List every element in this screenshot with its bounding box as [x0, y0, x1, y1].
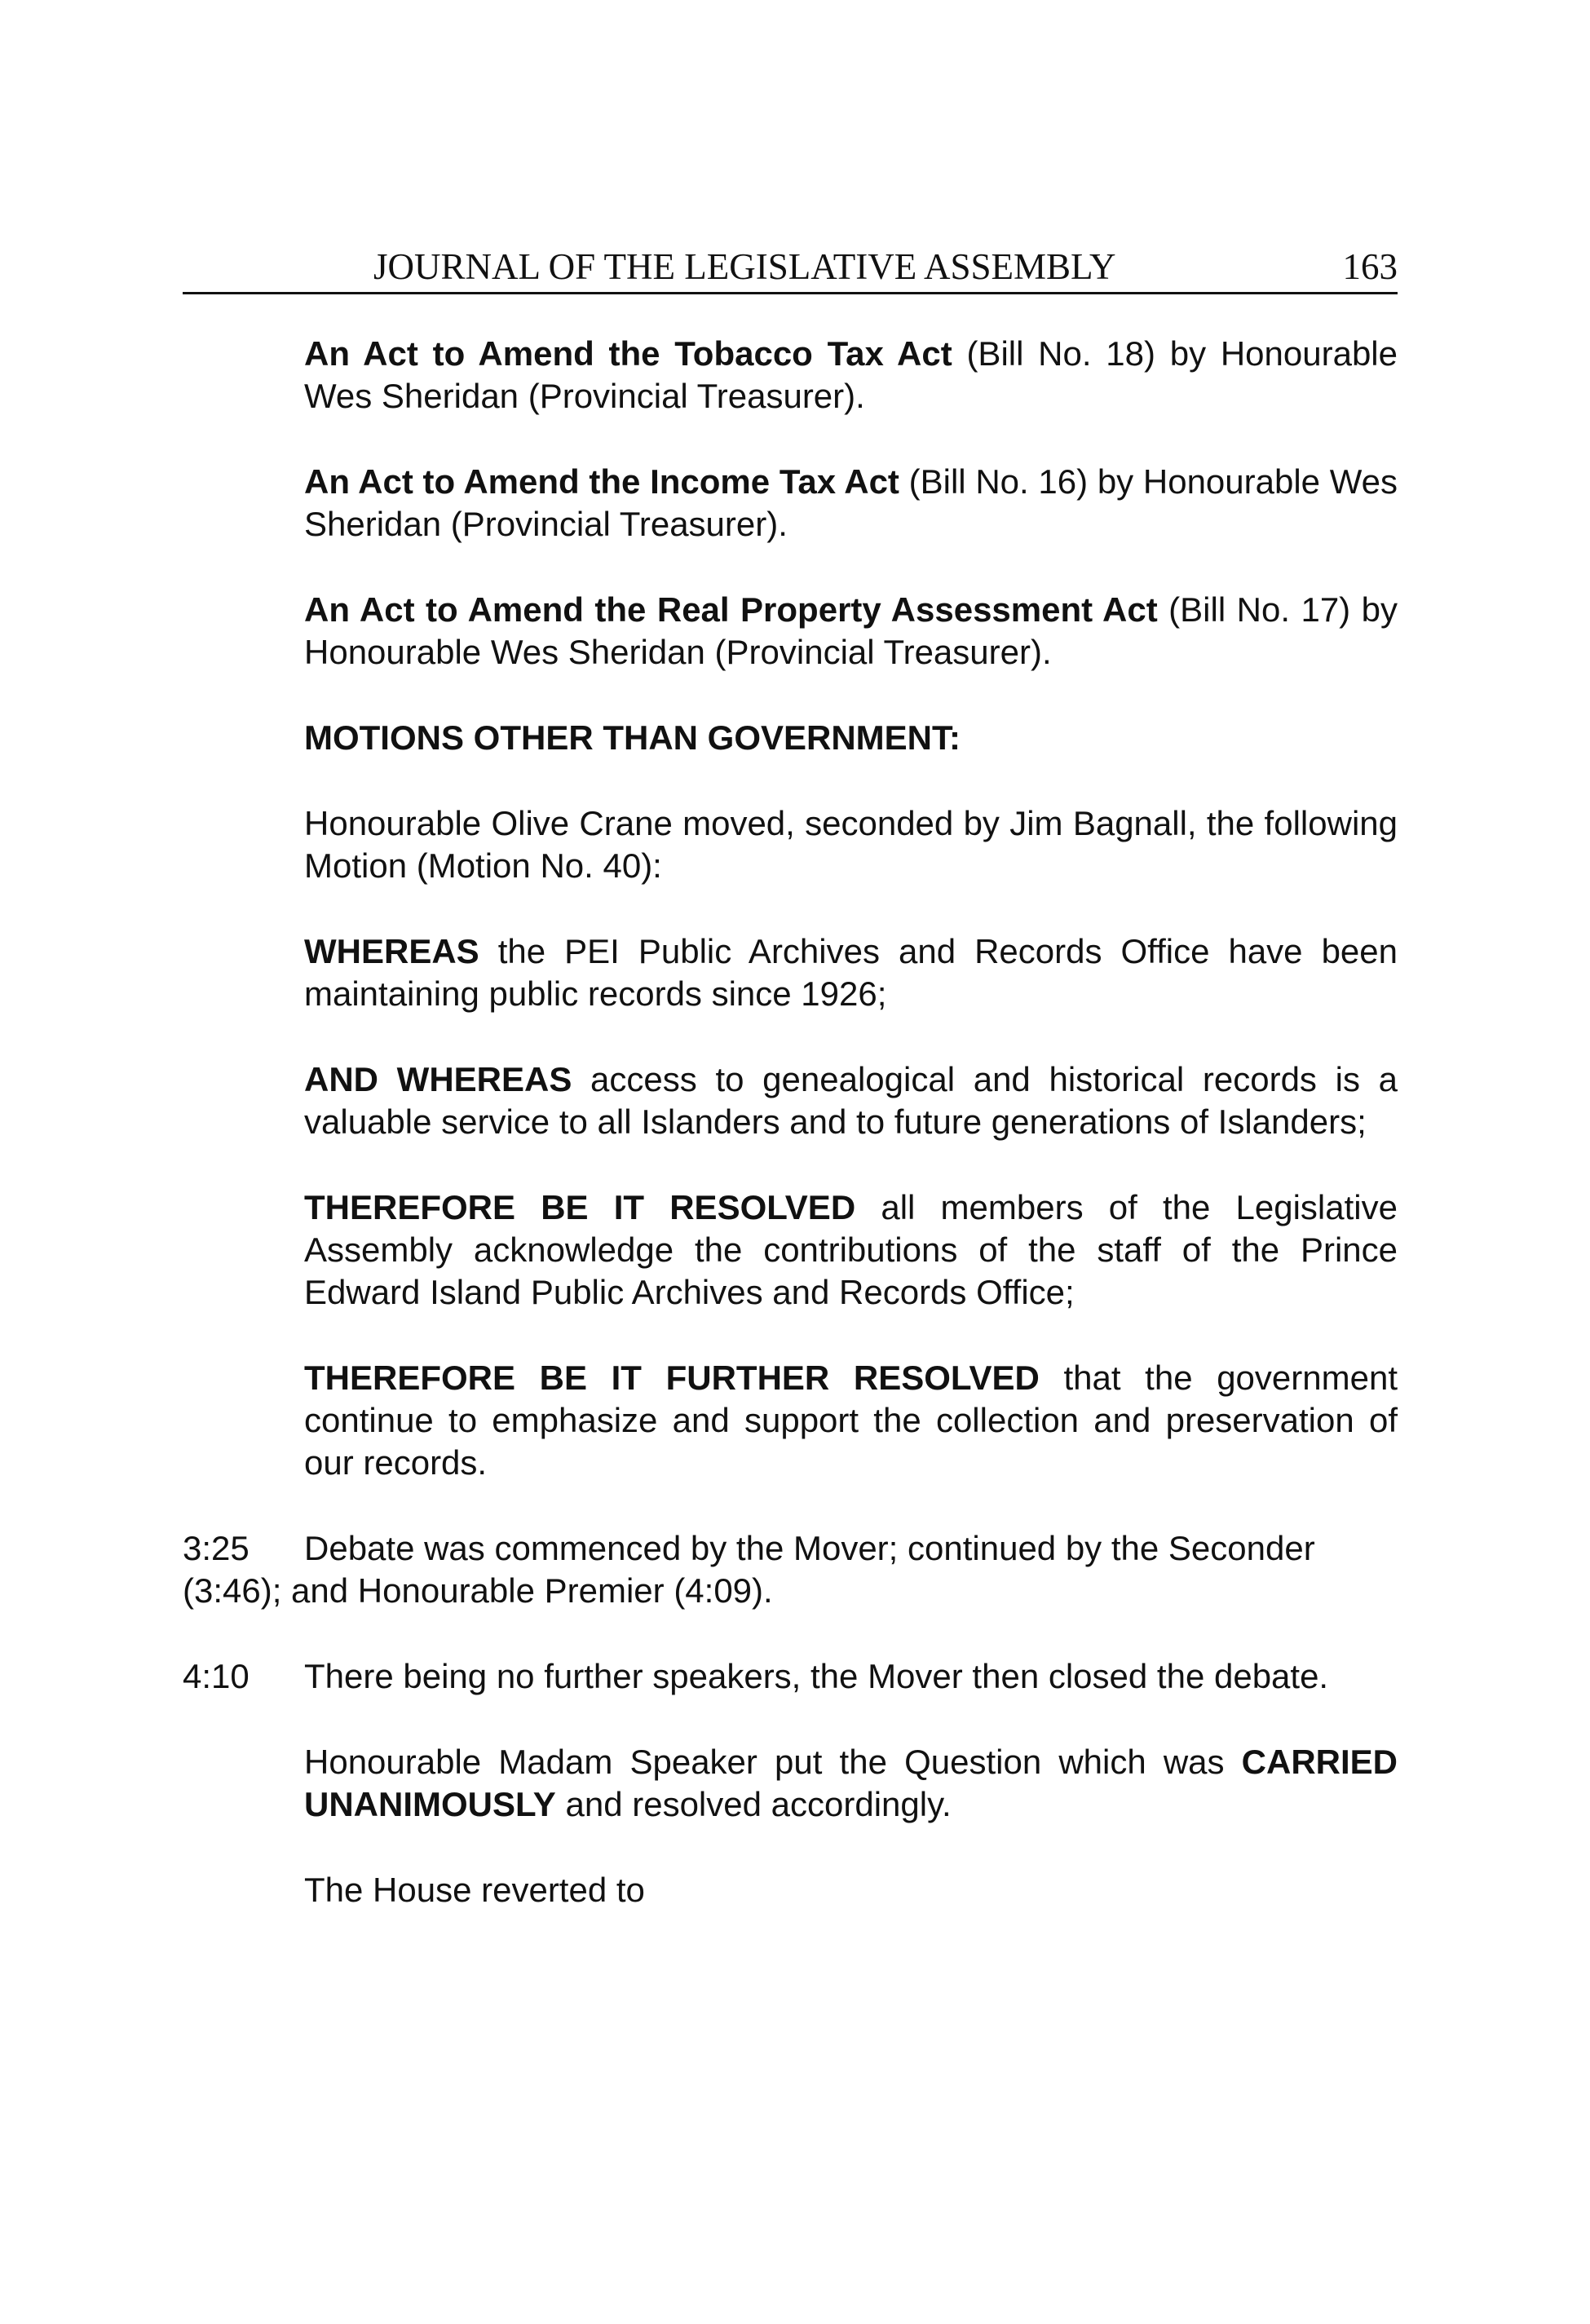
clause-text: all members of the Legislative Assembly acknowledge the contributions of the staff of the Prince Edward Island Public Archives and Records Office;: [304, 1188, 1398, 1311]
page-header: [183, 241, 1398, 294]
section-heading: MOTIONS OTHER THAN GOVERNMENT:: [304, 718, 961, 757]
bill-title: An Act to Amend the Tobacco Tax Act: [304, 334, 952, 373]
clause-text: that the government continue to emphasize and support the collection and preservation of our records.: [304, 1359, 1398, 1482]
entry-line: There being no further speakers, the Mover then closed the debate.: [304, 1657, 1329, 1695]
page-number: 163: [1342, 246, 1398, 287]
timed-entry: [183, 1527, 1398, 1612]
question-result: [304, 1741, 1398, 1826]
question-text-end: and resolved accordingly.: [555, 1785, 952, 1823]
motion-clause: [304, 1357, 1398, 1484]
entry-time: 3:25: [183, 1529, 250, 1567]
bill-entry: [304, 461, 1398, 546]
house-reverted: The House reverted to: [304, 1871, 645, 1909]
entry-continuation: (3:46); and Honourable Premier (4:09).: [183, 1571, 773, 1610]
entry-time: 4:10: [183, 1657, 250, 1695]
entry-line: Debate was commenced by the Mover; continued by the Seconder: [304, 1529, 1315, 1567]
clause-lead: THEREFORE BE IT FURTHER RESOLVED: [304, 1359, 1040, 1397]
clause-lead: WHEREAS: [304, 932, 479, 970]
bill-details: (Bill No. 18) by Honourable Wes Sheridan (Provincial Treasurer).: [304, 334, 1398, 415]
bill-title: An Act to Amend the Real Property Assessment Act: [304, 590, 1158, 629]
clause-lead: AND WHEREAS: [304, 1060, 572, 1098]
bill-details: (Bill No. 16) by Honourable Wes Sheridan (Provincial Treasurer).: [304, 462, 1398, 543]
motion-clause: [304, 930, 1398, 1015]
journal-body: [183, 333, 1398, 1955]
clause-lead: THEREFORE BE IT RESOLVED: [304, 1188, 856, 1226]
motion-clause: [304, 1058, 1398, 1143]
bill-details: (Bill No. 17) by Honourable Wes Sheridan (Provincial Treasurer).: [304, 590, 1398, 671]
bill-entry: [304, 333, 1398, 418]
journal-title: JOURNAL OF THE LEGISLATIVE ASSEMBLY: [373, 246, 1116, 287]
timed-entry: [183, 1655, 1398, 1698]
bill-title: An Act to Amend the Income Tax Act: [304, 462, 899, 501]
bill-entry: [304, 589, 1398, 674]
question-text: Honourable Madam Speaker put the Question which was: [304, 1743, 1242, 1781]
clause-text: access to genealogical and historical records is a valuable service to all Islanders and to future generations of Islanders;: [304, 1060, 1398, 1141]
question-outcome: CARRIED UNANIMOUSLY: [304, 1743, 1398, 1823]
motion-intro: Honourable Olive Crane moved, seconded by Jim Bagnall, the following Motion (Motion No. 40):: [304, 804, 1398, 885]
motion-clause: [304, 1186, 1398, 1314]
clause-text: the PEI Public Archives and Records Office have been maintaining public records since 1926;: [304, 932, 1398, 1013]
